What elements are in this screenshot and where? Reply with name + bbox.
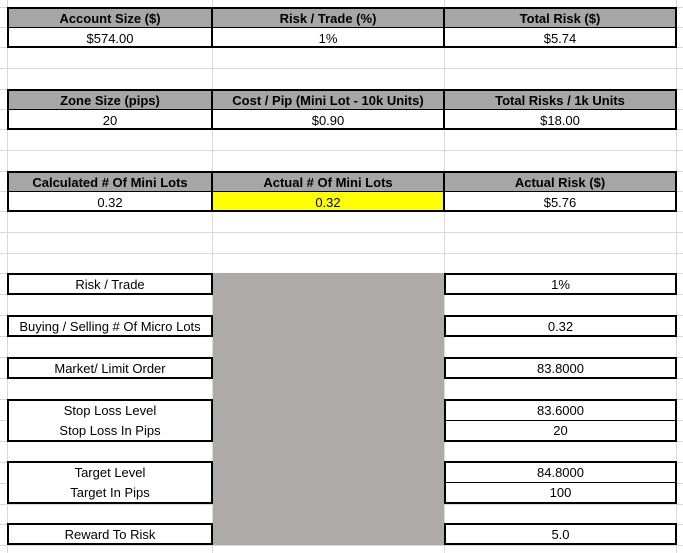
cell-account-size[interactable]: $574.00 <box>8 28 212 48</box>
value-reward-to-risk[interactable]: 5.0 <box>444 523 677 545</box>
row-divider <box>7 109 677 110</box>
label-target-level[interactable]: Target Level <box>74 464 146 480</box>
gridline <box>0 68 683 69</box>
label-stop-loss-level[interactable]: Stop Loss Level <box>63 402 157 418</box>
label-target-pips[interactable]: Target In Pips <box>70 484 150 500</box>
row-divider <box>7 191 677 192</box>
value-market-limit-order[interactable]: 83.8000 <box>444 357 677 379</box>
value-risk-trade[interactable]: 1% <box>444 273 677 295</box>
gridline <box>0 232 683 233</box>
label-risk-trade[interactable]: Risk / Trade <box>7 273 213 295</box>
value-stop-loss-pips[interactable]: 20 <box>553 423 568 438</box>
cell-total-risk[interactable]: $5.74 <box>444 28 676 48</box>
gridline <box>0 253 683 254</box>
row-divider <box>7 27 677 28</box>
header-actual-mini-lots[interactable]: Actual # Of Mini Lots <box>212 172 444 192</box>
cell-calculated-mini-lots[interactable]: 0.32 <box>8 192 212 212</box>
label-market-limit-order[interactable]: Market/ Limit Order <box>7 357 213 379</box>
cell-zone-size[interactable]: 20 <box>8 110 212 130</box>
cell-actual-risk[interactable]: $5.76 <box>444 192 676 212</box>
header-actual-risk[interactable]: Actual Risk ($) <box>444 172 676 192</box>
cell-risk-trade-pct[interactable]: 1% <box>212 28 444 48</box>
header-zone-size[interactable]: Zone Size (pips) <box>8 90 212 110</box>
gray-fill-column <box>213 273 444 545</box>
gridline <box>0 150 683 151</box>
value-stop-loss-level[interactable]: 83.6000 <box>537 402 584 418</box>
header-calculated-mini-lots[interactable]: Calculated # Of Mini Lots <box>8 172 212 192</box>
cell-total-risks-1k[interactable]: $18.00 <box>444 110 676 130</box>
label-reward-to-risk[interactable]: Reward To Risk <box>7 523 213 545</box>
value-target-level[interactable]: 84.8000 <box>537 464 584 480</box>
value-target-pips[interactable]: 100 <box>549 485 572 500</box>
header-total-risk[interactable]: Total Risk ($) <box>444 8 676 28</box>
header-cost-per-pip[interactable]: Cost / Pip (Mini Lot - 10k Units) <box>212 90 444 110</box>
label-micro-lots[interactable]: Buying / Selling # Of Micro Lots <box>7 315 213 337</box>
value-micro-lots[interactable]: 0.32 <box>444 315 677 337</box>
gridline <box>0 545 683 546</box>
header-account-size[interactable]: Account Size ($) <box>8 8 212 28</box>
label-stop-loss-pips[interactable]: Stop Loss In Pips <box>59 422 161 438</box>
header-total-risks-1k[interactable]: Total Risks / 1k Units <box>444 90 676 110</box>
header-risk-trade-pct[interactable]: Risk / Trade (%) <box>212 8 444 28</box>
cell-cost-per-pip[interactable]: $0.90 <box>212 110 444 130</box>
cell-actual-mini-lots[interactable]: 0.32 <box>212 192 444 212</box>
